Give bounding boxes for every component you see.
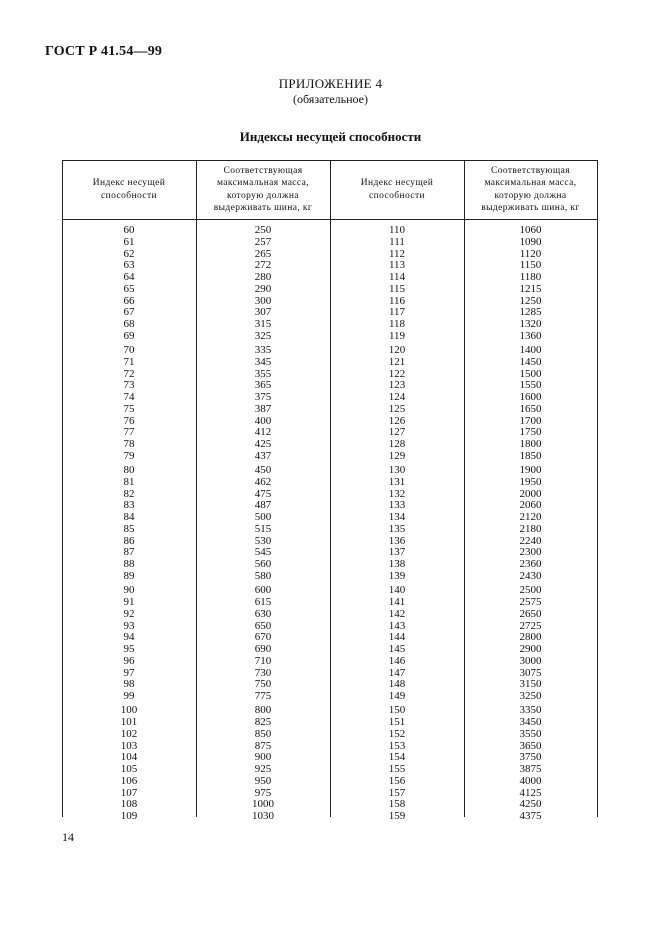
table-cell: 1360	[519, 329, 542, 342]
table-cell: 127	[388, 426, 406, 439]
table-cell: 79	[123, 449, 135, 462]
header-mass-right-line: которую должна	[494, 190, 567, 201]
table-cell: 2240	[519, 534, 542, 547]
table-cell: 87	[123, 546, 135, 559]
table-cell: 135	[388, 522, 406, 535]
table-cell: 151	[388, 716, 406, 729]
table-cell: 78	[123, 438, 135, 451]
table-cell: 250	[254, 224, 272, 236]
table-cell: 89	[123, 569, 135, 582]
table-cell: 560	[254, 558, 272, 571]
header-max-mass-right	[464, 160, 597, 219]
page-number: 14	[62, 830, 74, 844]
table-cell: 132	[388, 487, 406, 500]
table-cell: 84	[123, 511, 135, 524]
table-cell: 1060	[519, 224, 542, 236]
table-cell: 850	[254, 727, 272, 740]
table-cell: 88	[123, 558, 135, 571]
table-cell: 1950	[519, 475, 542, 488]
table-cell: 1400	[519, 344, 542, 357]
table-cell: 1450	[519, 355, 542, 368]
table-cell: 133	[388, 499, 406, 512]
table-cell: 2430	[519, 569, 542, 582]
table-cell: 73	[123, 379, 135, 392]
table-cell: 2800	[519, 631, 542, 644]
table-cell: 4000	[519, 774, 542, 787]
table-cell: 450	[254, 464, 272, 477]
table-cell: 1090	[519, 235, 542, 248]
table-cell: 3650	[519, 739, 542, 752]
table-cell: 149	[388, 690, 406, 703]
table-title: Индексы несущей способности	[239, 129, 422, 144]
document-code: ГОСТ Р 41.54—99	[45, 44, 163, 59]
table-cell: 100	[120, 704, 138, 717]
table-cell: 60	[123, 224, 135, 236]
table-cell: 121	[388, 355, 406, 368]
table-cell: 1850	[519, 449, 542, 462]
table-cell: 2180	[519, 522, 542, 535]
table-cell: 1550	[519, 379, 542, 392]
table-cell: 750	[254, 678, 272, 691]
table-cell: 975	[254, 786, 272, 799]
table-cell: 335	[254, 344, 272, 357]
table-cell: 2060	[519, 499, 542, 512]
table-cell: 148	[388, 678, 406, 691]
appendix-title: ПРИЛОЖЕНИЕ 4	[278, 76, 383, 91]
table-cell: 3750	[519, 751, 542, 764]
table-cell: 157	[388, 786, 406, 799]
table-cell: 120	[388, 344, 406, 357]
table-cell: 102	[120, 727, 138, 740]
table-cell: 375	[254, 391, 272, 404]
table-cell: 400	[254, 414, 272, 427]
table-cell: 77	[123, 426, 135, 439]
table-cell: 72	[123, 367, 135, 380]
table-cell: 355	[254, 367, 272, 380]
table-cell: 515	[254, 522, 272, 535]
table-cell: 1250	[519, 294, 542, 307]
table-cell: 530	[254, 534, 272, 547]
header-mass-left-line: которую должна	[226, 190, 300, 201]
table-cell: 90	[123, 584, 135, 597]
table-cell: 119	[388, 329, 406, 342]
table-cell: 1285	[519, 306, 542, 319]
table-cell: 81	[123, 475, 135, 488]
table-cell: 111	[389, 235, 405, 248]
table-cell: 139	[388, 569, 406, 582]
header-mass-left-line: выдерживать шина, кг	[213, 202, 313, 213]
header-mass-left-line: максимальная масса,	[216, 178, 310, 189]
table-cell: 600	[254, 584, 272, 597]
table-cell: 117	[388, 306, 406, 319]
table-cell: 900	[254, 751, 272, 764]
table-cell: 86	[123, 534, 135, 547]
table-cell: 145	[388, 643, 406, 656]
table-cell: 1600	[519, 391, 542, 404]
header-load-index-right-label: Индекс несущей способности	[360, 178, 434, 201]
table-cell: 112	[388, 247, 406, 260]
table-cell: 140	[388, 584, 406, 597]
table-cell: 118	[388, 318, 406, 330]
table-cell: 1700	[519, 414, 542, 427]
table-cell: 730	[254, 666, 272, 679]
table-cell: 124	[388, 391, 406, 404]
table-cell: 4250	[519, 798, 542, 811]
table-cell: 1180	[519, 271, 542, 283]
table-cell: 3875	[519, 763, 542, 776]
table-cell: 91	[123, 596, 135, 609]
table-cell: 315	[254, 318, 272, 330]
table-cell: 85	[123, 522, 135, 535]
table-cell: 75	[123, 402, 135, 415]
table-cell: 365	[254, 379, 272, 392]
table-cell: 1030	[252, 810, 274, 823]
table-cell: 64	[123, 271, 135, 283]
table-cell: 3250	[519, 690, 542, 703]
table-cell: 137	[388, 546, 406, 559]
table-cell: 272	[254, 259, 272, 272]
table-cell: 710	[254, 654, 272, 667]
table-cell: 156	[388, 774, 406, 787]
table-cell: 62	[123, 247, 135, 260]
header-mass-right-line: выдерживать шина, кг	[481, 202, 580, 213]
header-mass-right-line: Соответствующая	[490, 165, 571, 176]
header-mass-right-line: максимальная масса,	[484, 178, 577, 189]
table-cell: 2360	[519, 558, 542, 571]
table-cell: 144	[388, 631, 406, 644]
appendix-note: (обязательное)	[293, 92, 368, 106]
table-cell: 2500	[519, 584, 542, 597]
table-cell: 4125	[519, 786, 542, 799]
table-cell: 68	[123, 318, 135, 330]
table-cell: 123	[388, 379, 406, 392]
table-cell: 61	[123, 235, 135, 248]
table-right-rule	[597, 160, 598, 817]
table-cell: 1120	[519, 247, 542, 260]
table-cell: 150	[388, 704, 406, 717]
table-cell: 101	[120, 716, 138, 729]
header-load-index-right	[330, 160, 464, 219]
table-cell: 108	[120, 798, 138, 811]
table-cell: 95	[123, 643, 135, 656]
table-cell: 152	[388, 727, 406, 740]
table-cell: 615	[254, 596, 272, 609]
table-cell: 138	[388, 558, 406, 571]
table-cell: 3075	[519, 666, 542, 679]
table-cell: 950	[254, 774, 272, 787]
table-cell: 131	[388, 475, 406, 488]
table-cell: 147	[388, 666, 406, 679]
table-cell: 1320	[519, 318, 542, 330]
table-cell: 630	[254, 607, 272, 620]
table-cell: 115	[388, 282, 406, 295]
table-cell: 114	[388, 271, 406, 283]
table-cell: 105	[120, 763, 138, 776]
table-cell: 545	[254, 546, 272, 559]
table-cell: 325	[254, 329, 272, 342]
table-cell: 800	[254, 704, 272, 717]
table-cell: 67	[123, 306, 135, 319]
table-cell: 475	[254, 487, 272, 500]
table-cell: 94	[123, 631, 135, 644]
table-cell: 290	[254, 282, 272, 295]
table-cell: 462	[254, 475, 272, 488]
table-cell: 76	[123, 414, 135, 427]
table-cell: 63	[123, 259, 135, 272]
table-cell: 69	[123, 329, 135, 342]
table-cell: 1650	[519, 402, 542, 415]
table-cell: 126	[388, 414, 406, 427]
load-index-table	[62, 160, 598, 823]
table-cell: 92	[123, 607, 135, 620]
table-cell: 122	[388, 367, 406, 380]
table-cell: 136	[388, 534, 406, 547]
table-cell: 110	[388, 224, 406, 236]
table-cell: 3000	[519, 654, 542, 667]
table-cell: 2650	[519, 607, 542, 620]
table-cell: 96	[123, 654, 135, 667]
table-cell: 387	[254, 402, 272, 415]
table-cell: 775	[254, 690, 272, 703]
table-cell: 3450	[519, 716, 542, 729]
table-cell: 143	[388, 619, 406, 632]
table-cell: 107	[120, 786, 138, 799]
table-cell: 2575	[519, 596, 542, 609]
table-cell: 412	[254, 426, 272, 439]
table-cell: 159	[388, 810, 406, 823]
table-cell: 129	[388, 449, 406, 462]
table-cell: 3150	[519, 678, 542, 691]
table-cell: 103	[120, 739, 138, 752]
table-cell: 2000	[519, 487, 542, 500]
table-cell: 141	[388, 596, 406, 609]
table-cell: 4375	[519, 810, 542, 823]
table-cell: 153	[388, 739, 406, 752]
table-cell: 66	[123, 294, 135, 307]
table-cell: 99	[123, 690, 135, 703]
table-cell: 580	[254, 569, 272, 582]
table-cell: 2120	[519, 511, 542, 524]
table-cell: 74	[123, 391, 135, 404]
table-cell: 98	[123, 678, 135, 691]
table-cell: 134	[388, 511, 406, 524]
table-cell: 113	[388, 259, 406, 272]
table-cell: 97	[123, 666, 135, 679]
table-cell: 1900	[519, 464, 542, 477]
table-cell: 925	[254, 763, 272, 776]
table-cell: 1750	[519, 426, 542, 439]
table-cell: 425	[254, 438, 272, 451]
table-cell: 345	[254, 355, 272, 368]
table-cell: 650	[254, 619, 272, 632]
table-cell: 1215	[519, 282, 542, 295]
table-cell: 71	[123, 355, 135, 368]
table-cell: 487	[254, 499, 272, 512]
table-cell: 154	[388, 751, 406, 764]
table-cell: 2900	[519, 643, 542, 656]
table-cell: 265	[254, 247, 272, 260]
table-cell: 300	[254, 294, 272, 307]
header-load-index-left-label: Индекс несущей способности	[92, 178, 166, 201]
table-cell: 437	[254, 449, 272, 462]
table-cell: 307	[254, 306, 272, 319]
table-cell: 70	[123, 344, 135, 357]
table-cell: 158	[388, 798, 406, 811]
table-cell: 690	[254, 643, 272, 656]
table-cell: 3350	[519, 704, 542, 717]
table-cell: 280	[254, 271, 272, 283]
table-cell: 104	[120, 751, 138, 764]
table-cell: 2300	[519, 546, 542, 559]
table-cell: 65	[123, 282, 135, 295]
table-cell: 116	[388, 294, 406, 307]
table-cell: 82	[123, 487, 135, 500]
table-cell: 1500	[519, 367, 542, 380]
table-cell: 2725	[519, 619, 542, 632]
table-cell: 500	[254, 511, 272, 524]
table-cell: 3550	[519, 727, 542, 740]
table-cell: 155	[388, 763, 406, 776]
table-cell: 875	[254, 739, 272, 752]
table-cell: 1000	[252, 798, 274, 811]
header-load-index-left	[62, 160, 196, 219]
table-cell: 1150	[519, 259, 542, 272]
table-cell: 142	[388, 607, 406, 620]
table-cell: 106	[120, 774, 138, 787]
table-cell: 130	[388, 464, 406, 477]
table-cell: 93	[123, 619, 135, 632]
table-cell: 257	[254, 235, 272, 248]
table-cell: 128	[388, 438, 406, 451]
table-cell: 670	[254, 631, 272, 644]
table-cell: 1800	[519, 438, 542, 451]
table-cell: 109	[120, 810, 138, 823]
table-cell: 146	[388, 654, 406, 667]
header-mass-left-line: Соответствующая	[223, 165, 303, 176]
table-cell: 825	[254, 716, 272, 729]
header-max-mass-left	[196, 160, 330, 219]
table-cell: 83	[123, 499, 135, 512]
table-cell: 125	[388, 402, 406, 415]
table-cell: 80	[123, 464, 135, 477]
